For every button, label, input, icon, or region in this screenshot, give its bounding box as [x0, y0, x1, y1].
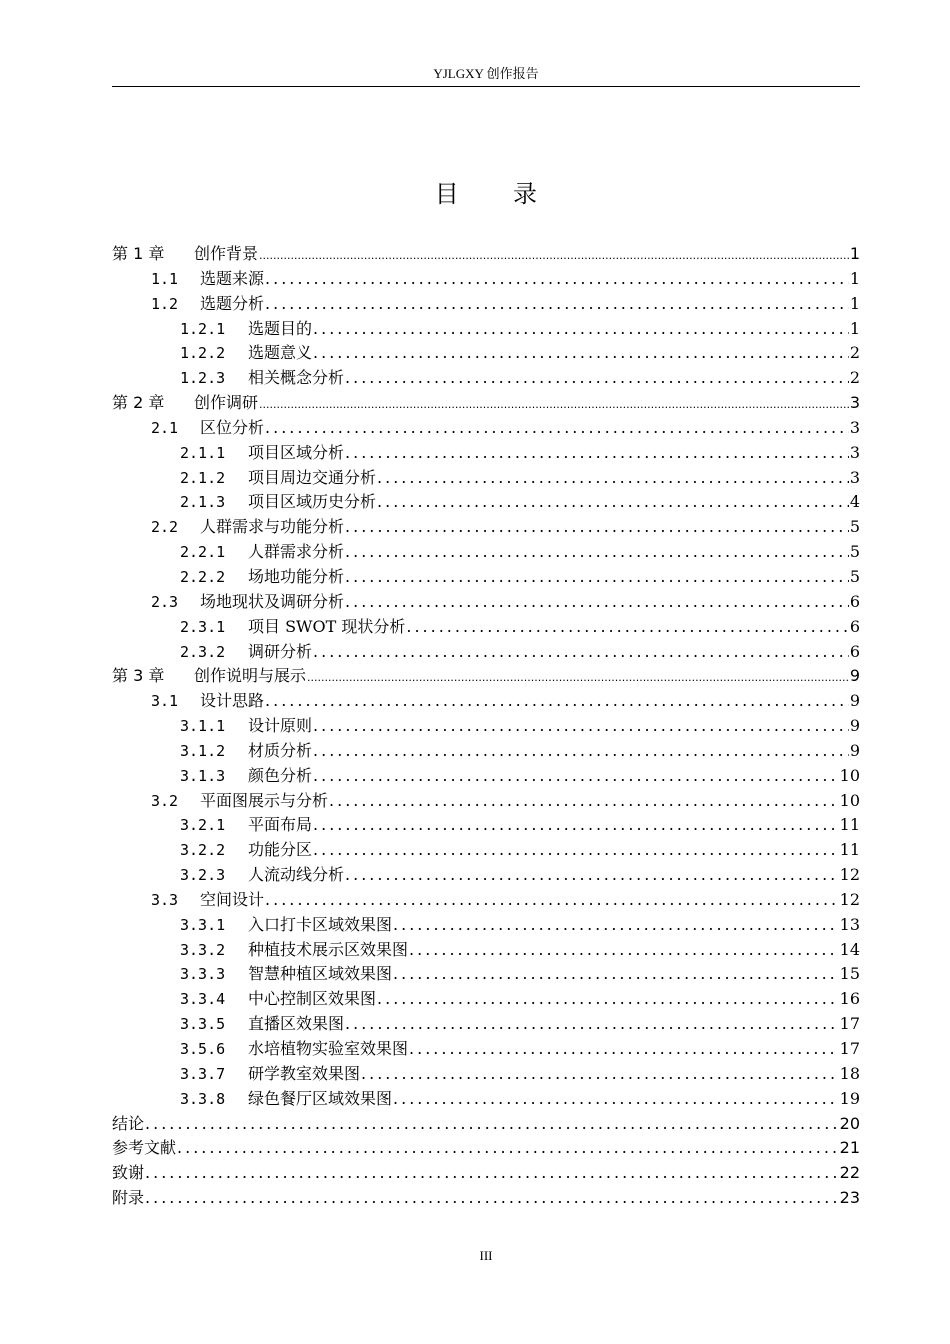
- toc-dot-leader: [145, 1161, 839, 1186]
- toc-entry-number: 1.1: [151, 269, 179, 288]
- toc-entry-page: 10: [839, 765, 860, 785]
- toc-entry-number: 3.3.3: [180, 965, 226, 984]
- toc-entry[interactable]: [112, 789, 860, 814]
- toc-entry-number: 1.2.2: [180, 344, 226, 363]
- toc-entry-number: 2.1.1: [180, 443, 226, 462]
- toc-entry[interactable]: [112, 267, 860, 292]
- toc-entry-page: 22: [839, 1163, 860, 1183]
- toc-entry[interactable]: [112, 366, 860, 391]
- toc-entry-number: 3.2: [151, 791, 179, 810]
- toc-entry-page: 6: [849, 616, 860, 636]
- page-number: III: [479, 1248, 493, 1263]
- toc-dot-leader: [409, 1037, 839, 1062]
- toc-entry-label: 区位分析: [200, 417, 265, 437]
- toc-dot-leader: [313, 739, 849, 764]
- toc-entry[interactable]: [112, 1087, 860, 1112]
- toc-entry[interactable]: [112, 1062, 860, 1087]
- toc-dot-leader: [345, 441, 849, 466]
- toc-entry[interactable]: [112, 1136, 860, 1161]
- toc-entry-page: 9: [849, 691, 860, 711]
- toc-entry[interactable]: [112, 888, 860, 913]
- toc-entry-page: 2: [849, 368, 860, 388]
- toc-entry-number: 3.2.2: [180, 841, 226, 860]
- toc-entry-page: 16: [839, 989, 860, 1009]
- toc-dot-leader: [259, 244, 849, 269]
- toc-entry-page: 13: [839, 914, 860, 934]
- toc-entry[interactable]: [112, 515, 860, 540]
- toc-dot-leader: [259, 393, 849, 418]
- toc-entry[interactable]: [112, 416, 860, 441]
- toc-entry-number: 第 1 章: [112, 244, 165, 263]
- toc-entry-page: 20: [839, 1113, 860, 1133]
- toc-entry[interactable]: [112, 664, 860, 689]
- toc-entry-number: 2.2.1: [180, 543, 226, 562]
- toc-entry-page: 14: [839, 939, 860, 959]
- toc-entry-number: 2.1: [151, 418, 179, 437]
- toc-entry-label: 项目区域历史分析: [248, 492, 377, 512]
- toc-dot-leader: [345, 366, 849, 391]
- toc-entry[interactable]: [112, 1037, 860, 1062]
- toc-entry-label: 人流动线分析: [248, 865, 345, 885]
- toc-entry-number: 3.5.6: [180, 1040, 226, 1058]
- toc-entry-page: 3: [849, 442, 860, 462]
- toc-entry-page: 11: [839, 815, 860, 835]
- toc-entry[interactable]: [112, 640, 860, 665]
- toc-title-char-1: 目: [434, 180, 459, 208]
- toc-dot-leader: [313, 640, 849, 665]
- toc-dot-leader: [345, 540, 849, 565]
- toc-entry-number: 3.1.1: [180, 717, 226, 736]
- toc-entry-page: 15: [839, 964, 860, 984]
- toc-dot-leader: [345, 565, 849, 590]
- toc-entry-page: 18: [839, 1063, 860, 1083]
- toc-entry[interactable]: [112, 292, 860, 317]
- toc-dot-leader: [393, 962, 839, 987]
- toc-dot-leader: [307, 666, 849, 691]
- toc-entry-number: 第 2 章: [112, 393, 165, 413]
- toc-entry[interactable]: [112, 1161, 860, 1186]
- toc-entry[interactable]: [112, 317, 860, 342]
- toc-entry-page: 5: [849, 542, 860, 562]
- toc-dot-leader: [377, 466, 849, 491]
- toc-entry-number: 2.1.3: [180, 493, 226, 512]
- toc-entry-page: 21: [839, 1138, 860, 1158]
- toc-entry-label: 绿色餐厅区域效果图: [248, 1088, 393, 1108]
- toc-entry-page: 6: [849, 641, 860, 661]
- toc-entry[interactable]: [112, 466, 860, 491]
- toc-entry[interactable]: [112, 938, 860, 963]
- toc-entry-label: 平面布局: [248, 815, 313, 835]
- toc-entry[interactable]: [112, 913, 860, 938]
- toc-entry[interactable]: [112, 490, 860, 515]
- toc-entry-number: 3.1: [151, 692, 179, 711]
- running-header: YJLGXY 创作报告: [433, 66, 539, 81]
- toc-entry-label: 颜色分析: [248, 765, 313, 785]
- toc-entry-label: 平面图展示与分析: [200, 790, 329, 810]
- toc-dot-leader: [393, 913, 839, 938]
- toc-entry-number: 3.3.5: [180, 1015, 226, 1034]
- toc-entry[interactable]: [112, 1186, 860, 1211]
- toc-entry-page: 17: [839, 1014, 860, 1034]
- toc-dot-leader: [409, 938, 839, 963]
- toc-entry-label: 人群需求与功能分析: [200, 517, 345, 537]
- toc-entry[interactable]: [112, 441, 860, 466]
- toc-entry-label: 种植技术展示区效果图: [248, 939, 409, 959]
- toc-dot-leader: [313, 341, 849, 366]
- toc-entry[interactable]: [112, 987, 860, 1012]
- toc-dot-leader: [265, 689, 849, 714]
- toc-entry-number: 3.2.3: [180, 866, 226, 885]
- toc-entry-label: 结论: [112, 1113, 145, 1133]
- toc-dot-leader: [177, 1136, 839, 1161]
- toc-entry-page: 1: [849, 244, 860, 263]
- toc-entry-page: 2: [849, 343, 860, 363]
- toc-entry[interactable]: [112, 565, 860, 590]
- toc-entry-label: 空间设计: [200, 889, 265, 909]
- toc-entry-number: 3.3.1: [180, 915, 226, 934]
- toc-entry-label: 设计原则: [248, 716, 313, 736]
- toc-entry-page: 6: [849, 591, 860, 611]
- toc-entry-page: 9: [849, 740, 860, 760]
- toc-entry-label: 相关概念分析: [248, 368, 345, 388]
- toc-title-char-2: 录: [513, 180, 538, 208]
- toc-entry-page: 9: [849, 716, 860, 736]
- toc-entry-number: 1.2.1: [180, 319, 226, 338]
- toc-entry-page: 4: [849, 492, 860, 512]
- toc-entry-number: 3.3.7: [180, 1064, 226, 1083]
- table-of-contents: [112, 242, 860, 1211]
- toc-dot-leader: [313, 317, 849, 342]
- toc-dot-leader: [345, 863, 839, 888]
- toc-entry-label: 项目周边交通分析: [248, 467, 377, 487]
- toc-dot-leader: [393, 1087, 839, 1112]
- toc-entry-page: 1: [849, 318, 860, 338]
- toc-entry-label: 创作说明与展示: [194, 666, 307, 686]
- toc-entry-label: 选题来源: [200, 268, 265, 288]
- toc-entry-label: 创作调研: [194, 393, 259, 413]
- toc-entry-page: 1: [849, 268, 860, 288]
- toc-entry-label: 人群需求分析: [248, 542, 345, 562]
- toc-dot-leader: [377, 987, 839, 1012]
- toc-entry-label: 项目区域分析: [248, 442, 345, 462]
- toc-entry[interactable]: [112, 813, 860, 838]
- toc-entry-number: 2.2: [151, 518, 179, 537]
- toc-entry-page: 5: [849, 566, 860, 586]
- toc-entry-label: 场地功能分析: [248, 566, 345, 586]
- header-rule: [112, 86, 860, 87]
- toc-entry-label: 项目 SWOT 现状分析: [248, 616, 406, 636]
- toc-entry-number: 1.2: [151, 294, 179, 313]
- toc-entry[interactable]: [112, 341, 860, 366]
- toc-entry-page: 17: [839, 1039, 860, 1058]
- toc-entry[interactable]: [112, 1012, 860, 1037]
- toc-entry-number: 3.1.3: [180, 766, 226, 785]
- toc-entry-number: 2.3.1: [180, 617, 226, 636]
- toc-title: [112, 178, 860, 210]
- toc-entry-label: 设计思路: [200, 691, 265, 711]
- toc-entry-number: 2.2.2: [180, 567, 226, 586]
- toc-entry-label: 参考文献: [112, 1138, 177, 1158]
- toc-dot-leader: [265, 267, 849, 292]
- toc-entry-label: 选题目的: [248, 318, 313, 338]
- toc-entry-number: 第 3 章: [112, 666, 165, 686]
- toc-entry-number: 3.2.1: [180, 816, 226, 835]
- toc-entry-page: 5: [849, 517, 860, 537]
- toc-dot-leader: [313, 838, 839, 863]
- toc-dot-leader: [145, 1112, 839, 1137]
- toc-entry-label: 选题分析: [200, 293, 265, 313]
- toc-entry-number: 2.3: [151, 592, 179, 611]
- toc-entry-label: 附录: [112, 1188, 145, 1208]
- toc-entry-label: 功能分区: [248, 840, 313, 860]
- toc-dot-leader: [265, 416, 849, 441]
- toc-entry-page: 3: [849, 417, 860, 437]
- toc-dot-leader: [345, 590, 849, 615]
- toc-entry-label: 调研分析: [248, 641, 313, 661]
- toc-entry[interactable]: [112, 391, 860, 416]
- toc-entry-number: 3.3.2: [180, 940, 226, 959]
- toc-entry[interactable]: [112, 838, 860, 863]
- toc-entry[interactable]: [112, 242, 860, 267]
- toc-entry-page: 12: [839, 865, 860, 885]
- toc-entry[interactable]: [112, 962, 860, 987]
- toc-dot-leader: [265, 292, 849, 317]
- toc-entry[interactable]: [112, 615, 860, 640]
- toc-dot-leader: [345, 515, 849, 540]
- toc-entry-number: 1.2.3: [180, 369, 226, 388]
- toc-entry[interactable]: [112, 714, 860, 739]
- toc-entry-label: 材质分析: [248, 740, 313, 760]
- toc-entry[interactable]: [112, 540, 860, 565]
- toc-entry-page: 1: [849, 293, 860, 313]
- toc-entry-label: 研学教室效果图: [248, 1063, 361, 1083]
- toc-entry-page: 3: [849, 393, 860, 413]
- toc-entry-number: 3.3.4: [180, 990, 226, 1009]
- toc-entry-label: 水培植物实验室效果图: [248, 1039, 409, 1058]
- toc-dot-leader: [406, 615, 848, 640]
- toc-entry-label: 场地现状及调研分析: [200, 591, 345, 611]
- toc-entry[interactable]: [112, 689, 860, 714]
- toc-entry-label: 致谢: [112, 1163, 145, 1183]
- toc-entry-number: 3.3.8: [180, 1089, 226, 1108]
- toc-dot-leader: [313, 714, 849, 739]
- toc-entry-label: 中心控制区效果图: [248, 989, 377, 1009]
- toc-dot-leader: [377, 490, 849, 515]
- toc-dot-leader: [145, 1186, 839, 1211]
- toc-entry[interactable]: [112, 1112, 860, 1137]
- toc-entry-page: 3: [849, 467, 860, 487]
- toc-entry-label: 选题意义: [248, 343, 313, 363]
- toc-entry-page: 10: [839, 790, 860, 810]
- toc-entry-number: 2.3.2: [180, 642, 226, 661]
- toc-entry-label: 直播区效果图: [248, 1014, 345, 1034]
- toc-entry-label: 智慧种植区域效果图: [248, 964, 393, 984]
- toc-entry-number: 3.1.2: [180, 741, 226, 760]
- toc-dot-leader: [265, 888, 839, 913]
- toc-entry-page: 12: [839, 889, 860, 909]
- toc-entry-page: 19: [839, 1088, 860, 1108]
- toc-dot-leader: [329, 789, 839, 814]
- toc-dot-leader: [313, 764, 839, 789]
- toc-dot-leader: [361, 1062, 839, 1087]
- toc-entry[interactable]: [112, 764, 860, 789]
- toc-entry-page: 23: [839, 1188, 860, 1208]
- toc-entry-number: 3.3: [151, 890, 179, 909]
- toc-entry[interactable]: [112, 863, 860, 888]
- toc-dot-leader: [313, 813, 839, 838]
- toc-entry-page: 11: [839, 840, 860, 860]
- toc-entry-number: 2.1.2: [180, 468, 226, 487]
- toc-entry[interactable]: [112, 590, 860, 615]
- toc-entry-label: 入口打卡区域效果图: [248, 914, 393, 934]
- toc-entry[interactable]: [112, 739, 860, 764]
- toc-dot-leader: [345, 1012, 839, 1037]
- toc-entry-label: 创作背景: [194, 244, 259, 263]
- toc-entry-page: 9: [849, 666, 860, 686]
